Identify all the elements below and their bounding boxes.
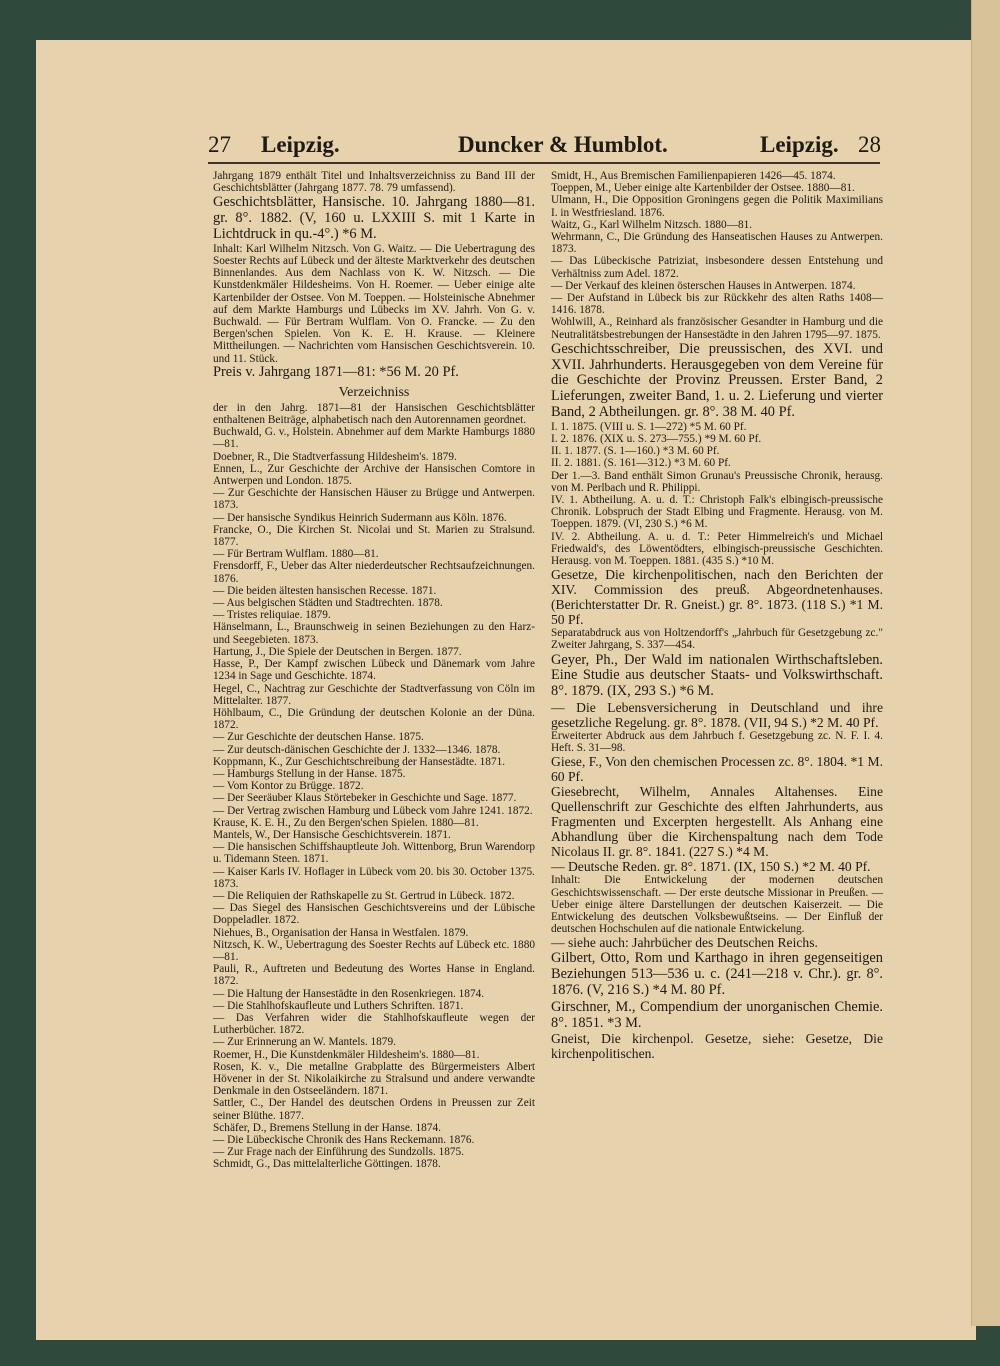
index-entry: Francke, O., Die Kirchen St. Nicolai und St. Marien zu Stralsund. 1877. [213, 523, 535, 549]
index-entry: — Zur Erinnerung an W. Mantels. 1879. [213, 1036, 396, 1049]
catalog-note: Jahrgang 1879 enthält Titel und Inhaltsverzeichniss zu Band III der Geschichtsblätter (Jahrgang 1877. 78. 79 umfassend). [213, 170, 535, 195]
volume-line: II. 1. 1877. (S. 1—160.) *3 M. 60 Pf. [551, 445, 720, 458]
index-entry: — Das Siegel des Hansischen Geschichtsvereins und der Lübische Doppeladler. 1872. [213, 902, 535, 927]
right-column [551, 170, 883, 1061]
catalog-entry-girschner: Girschner, M., Compendium der unorganischen Chemie. 8°. 1851. *3 M. [551, 998, 883, 1031]
index-entry: Doebner, R., Die Stadtverfassung Hildesheim's. 1879. [213, 450, 457, 463]
index-entry: Schmidt, G., Das mittelalterliche Göttingen. 1878. [213, 1158, 441, 1171]
index-entry: — Der Seeräuber Klaus Störtebeker in Geschichte und Sage. 1877. [213, 792, 517, 805]
index-entry: — Kaiser Karls IV. Hoflager in Lübeck vom 20. bis 30. October 1375. 1873. [213, 865, 535, 890]
volume-line: IV. 1. Abtheilung. A. u. d. T.: Christoph Falk's elbingisch-preussische Chronik. Lobspruch der Stadt Elbing und Fragmente. Herausg. von M. Toeppen. 1879. (VI, 230 S.) *6 M. [551, 494, 883, 531]
index-entry: Höhlbaum, C., Die Gründung der deutschen Kolonie an der Düna. 1872. [213, 706, 535, 732]
index-entry: — Aus belgischen Städten und Stadtrechten. 1878. [213, 597, 443, 610]
index-entry: Wohlwill, A., Reinhard als französischer Gesandter in Hamburg und die Neutralitätsbestrebungen der Hansestädte in den Jahren 1795—97. 1875. [551, 316, 883, 341]
index-entry: — Zur Geschichte der deutschen Hanse. 1875. [213, 731, 424, 744]
left-column [213, 170, 535, 1171]
cross-reference: — siehe auch: Jahrbücher des Deutschen Reichs. [551, 935, 818, 951]
index-entry: Krause, K. E. H., Zu den Bergen'schen Spielen. 1880—81. [213, 816, 479, 829]
catalog-entry-geschichtsblaetter: Geschichtsblätter, Hansische. 10. Jahrgang 1880—81. gr. 8°. 1882. (V, 160 u. LXXIII S. mit 1 Karte in Lichtdruck in qu.-4°.) *6 M. [213, 194, 535, 242]
catalog-entry-geyer: Geyer, Ph., Der Wald im nationalen Wirthschaftsleben. Eine Studie aus deutscher Staats- und Volkswirthschaft. 8°. 1879. (IX, 293 S.) *6 M. [551, 651, 883, 700]
catalog-entry-lebensversicherung: — Die Lebensversicherung in Deutschland und ihre gesetzliche Regelung. gr. 8°. 1878. (VII, 94 S.) *2 M. 40 Pf. [551, 700, 883, 731]
index-entry: Sattler, C., Der Handel des deutschen Ordens in Preussen zur Zeit seiner Blüthe. 1877. [213, 1097, 535, 1122]
catalog-entry-gesetze: Gesetze, Die kirchenpolitischen, nach den Berichten der XIV. Commission des preuß. Abgeordnetenhauses. (Berichterstatter Dr. R. Gneist.) gr. 8°. 1873. (118 S.) *1 M. 50 Pf. [551, 567, 883, 628]
index-entry: Pauli, R., Auftreten und Bedeutung des Wortes Hanse in England. 1872. [213, 963, 535, 988]
index-entry: — Der Vertrag zwischen Hamburg und Lübeck vom Jahre 1241. 1872. [213, 804, 533, 817]
index-heading: Verzeichniss [338, 384, 410, 400]
catalog-entry-geschichtsschreiber: Geschichtsschreiber, Die preussischen, des XVI. und XVII. Jahrhunderts. Herausgegeben von dem Vereine für die Geschichte der Provinz Preussen. Erster Band, 2 Lieferungen, zweiter Band, 1. u. 2. Lieferung und vierter Band, 2 Abtheilungen. gr. 8°. 38 M. 40 Pf. [551, 340, 883, 421]
contents-note: Inhalt: Die Entwickelung der modernen deutschen Geschichtswissenschaft. — Der erste deutsche Missionar in Preußen. — Ueber einige ältere Darstellungen der deutschen Kaiserzeit. — Die Entwickelung des deutschen Volksbewußtseins. — Der Einfluß der deutschen Hochschulen auf die nationale Entwickelung. [551, 874, 883, 936]
index-entry: — Die Lübeckische Chronik des Hans Reckemann. 1876. [213, 1134, 475, 1147]
index-entry: — Tristes reliquiae. 1879. [213, 609, 331, 622]
page-edge [971, 0, 1000, 1326]
index-entry: — Vom Kontor zu Brügge. 1872. [213, 780, 364, 793]
index-entry: — Für Bertram Wulflam. 1880—81. [213, 548, 379, 561]
index-entry: — Die Haltung der Hansestädte in den Rosenkriegen. 1874. [213, 987, 485, 1000]
index-entry: Waitz, G., Karl Wilhelm Nitzsch. 1880—81. [551, 218, 753, 231]
index-entry: Buchwald, G. v., Holstein. Abnehmer auf dem Markte Hamburgs 1880—81. [213, 426, 535, 451]
index-entry: Hartung, J., Die Spiele der Deutschen in Bergen. 1877. [213, 645, 462, 658]
index-entry: — Die hansischen Schiffshauptleute Joh. Wittenborg, Brun Warendorp u. Tidemann Steen. 1871. [213, 841, 535, 866]
index-entry: — Die beiden ältesten hansischen Recesse. 1871. [213, 584, 437, 597]
catalog-entry-gneist: Gneist, Die kirchenpol. Gesetze, siehe: Gesetze, Die kirchenpolitischen. [551, 1031, 883, 1062]
index-entry: — Das Lübeckische Patriziat, insbesondere dessen Entstehung und Verhältniss zum Adel. 1872. [551, 255, 883, 280]
catalog-entry-deutsche-reden: — Deutsche Reden. gr. 8°. 1871. (IX, 150 S.) *2 M. 40 Pf. [551, 859, 871, 875]
index-entry: — Der hansische Syndikus Heinrich Sudermann aus Köln. 1876. [213, 511, 507, 524]
catalog-entry-giese: Giese, F., Von den chemischen Processen zc. 8°. 1804. *1 M. 60 Pf. [551, 754, 883, 785]
index-entry: — Das Verfahren wider die Stahlhofskaufleute wegen der Lutherbücher. 1872. [213, 1011, 535, 1037]
contents-note: Inhalt: Karl Wilhelm Nitzsch. Von G. Waitz. — Die Uebertragung des Soester Rechts auf Lübeck und der älteste Marktverkehr des deutschen Binnenlandes. Aus dem Nachlass von K. W. Nitzsch. — Die Kunstdenkmäler Hildesheims. Von H. Roemer. — Ueber einige alte Kartenbilder der Ostsee. Von M. Toeppen. — Holsteinische Abnehmer auf dem Markte Hamburgs und Lübecks im XV. Jahrh. Von G. v. Buchwald. — Für Bertram Wulflam. Von O. Francke. — Zu den Bergen'schen Spielen. Von K. E. H. Krause. — Kleinere Mittheilungen. — Nachrichten vom Hansischen Geschichtsverein. 10. und 11. Stück. [213, 242, 535, 365]
index-entry: Schäfer, D., Bremens Stellung in der Hanse. 1874. [213, 1121, 441, 1134]
index-entry: Koppmann, K., Zur Geschichtschreibung der Hansestädte. 1871. [213, 755, 506, 768]
index-entry: — Der Verkauf des kleinen österschen Hauses in Antwerpen. 1874. [551, 279, 856, 292]
running-header [208, 132, 880, 164]
index-entry: Roemer, H., Die Kunstdenkmäler Hildesheim's. 1880—81. [213, 1048, 480, 1061]
index-entry: — Die Stahlhofskaufleute und Luthers Schriften. 1871. [213, 999, 464, 1012]
index-entry: Hänselmann, L., Braunschweig in seinen Beziehungen zu den Harz- und Seegebieten. 1873. [213, 621, 535, 646]
index-entry: Mantels, W., Der Hansische Geschichtsverein. 1871. [213, 828, 451, 841]
index-entry: — Zur Frage nach der Einführung des Sundzolls. 1875. [213, 1146, 464, 1159]
catalog-note: Separatabdruck aus von Holtzendorff's „Jahrbuch für Gesetzgebung zc." Zweiter Jahrgang, S. 337—454. [551, 627, 883, 652]
catalog-entry-gilbert: Gilbert, Otto, Rom und Karthago in ihren gegenseitigen Beziehungen 513—536 u. c. (241—218 v. Chr.). gr. 8°. 1876. (V, 216 S.) *4 M. 80 Pf. [551, 950, 883, 999]
index-entry: Frensdorff, F., Ueber das Alter niederdeutscher Rechtsaufzeichnungen. 1876. [213, 560, 535, 585]
index-entry: Hegel, C., Nachtrag zur Geschichte der Stadtverfassung von Cöln im Mittelalter. 1877. [213, 682, 535, 707]
index-entry: Ennen, L., Zur Geschichte der Archive der Hansischen Comtore in Antwerpen und London. 1875. [213, 462, 535, 488]
index-entry: Niehues, B., Organisation der Hansa in Westfalen. 1879. [213, 926, 469, 939]
volume-note: Der 1.—3. Band enthält Simon Grunau's Preussische Chronik, herausg. von M. Perlbach und R. Philippi. [551, 469, 883, 494]
index-entry: Ulmann, H., Die Opposition Groningens gegen die Politik Maximilians I. in Westfriesland. 1876. [551, 194, 883, 219]
index-intro: der in den Jahrg. 1871—81 der Hansischen Geschichtsblätter enthaltenen Beiträge, alphabetisch nach den Autorennamen geordnet. [213, 401, 535, 427]
city-left: Leipzig. [261, 132, 340, 157]
index-entry: Nitzsch, K. W., Uebertragung des Soester Rechts auf Lübeck etc. 1880—81. [213, 938, 535, 963]
volume-line: I. 1. 1875. (VIII u. S. 1—272) *5 M. 60 Pf. [551, 420, 747, 433]
page-number-right: 28 [858, 132, 881, 157]
publisher-name: Duncker & Humblot. [458, 132, 668, 157]
index-entry: Toeppen, M., Ueber einige alte Kartenbilder der Ostsee. 1880—81. [551, 182, 855, 195]
volume-line: I. 2. 1876. (XIX u. S. 273—755.) *9 M. 60 Pf. [551, 433, 762, 446]
index-entry: — Zur Geschichte der Hansischen Häuser zu Brügge und Antwerpen. 1873. [213, 487, 535, 512]
volume-line: IV. 2. Abtheilung. A. u. d. T.: Peter Himmelreich's und Michael Friedwald's, des Löwentödters, elbingisch-preussische Geschichten. Herausg. von M. Toeppen. 1881. (435 S.) *10 M. [551, 530, 883, 568]
catalog-entry-giesebrecht: Giesebrecht, Wilhelm, Annales Altahenses. Eine Quellenschrift zur Geschichte des elften Jahrhunderts, aus Fragmenten und Excerpten hergestellt. Als Anhang eine Abhandlung über die Kirchenspaltung nach dem Tode Nicolaus II. gr. 8°. 1841. (227 S.) *4 M. [551, 784, 883, 860]
index-entry: — Die Reliquien der Rathskapelle zu St. Gertrud in Lübeck. 1872. [213, 889, 515, 902]
index-entry: Smidt, H., Aus Bremischen Familienpapieren 1426—45. 1874. [551, 170, 836, 182]
index-entry: Wehrmann, C., Die Gründung des Hanseatischen Hauses zu Antwerpen. 1873. [551, 231, 883, 256]
index-entry: — Der Aufstand in Lübeck bis zur Rückkehr des alten Raths 1408—1416. 1878. [551, 292, 883, 317]
volume-line: II. 2. 1881. (S. 161—312.) *3 M. 60 Pf. [551, 457, 731, 470]
index-entry: Rosen, K. v., Die metallne Grabplatte des Bürgermeisters Albert Hövener in der St. Nikolaikirche zu Stralsund und andere verwandte Denkmale in den Ostseeländern. 1871. [213, 1060, 535, 1098]
price-line: Preis v. Jahrgang 1871—81: *56 M. 20 Pf. [213, 363, 459, 380]
index-entry: — Zur deutsch-dänischen Geschichte der J. 1332—1346. 1878. [213, 743, 501, 756]
catalog-note: Erweiterter Abdruck aus dem Jahrbuch f. Gesetzgebung zc. N. F. I. 4. Heft. S. 31—98. [551, 730, 883, 755]
page-number-left: 27 [208, 132, 231, 157]
index-entry: Hasse, P., Der Kampf zwischen Lübeck und Dänemark vom Jahre 1234 in Sage und Geschichte. 1874. [213, 658, 535, 683]
city-right: Leipzig. [760, 132, 839, 157]
index-entry: — Hamburgs Stellung in der Hanse. 1875. [213, 767, 406, 780]
